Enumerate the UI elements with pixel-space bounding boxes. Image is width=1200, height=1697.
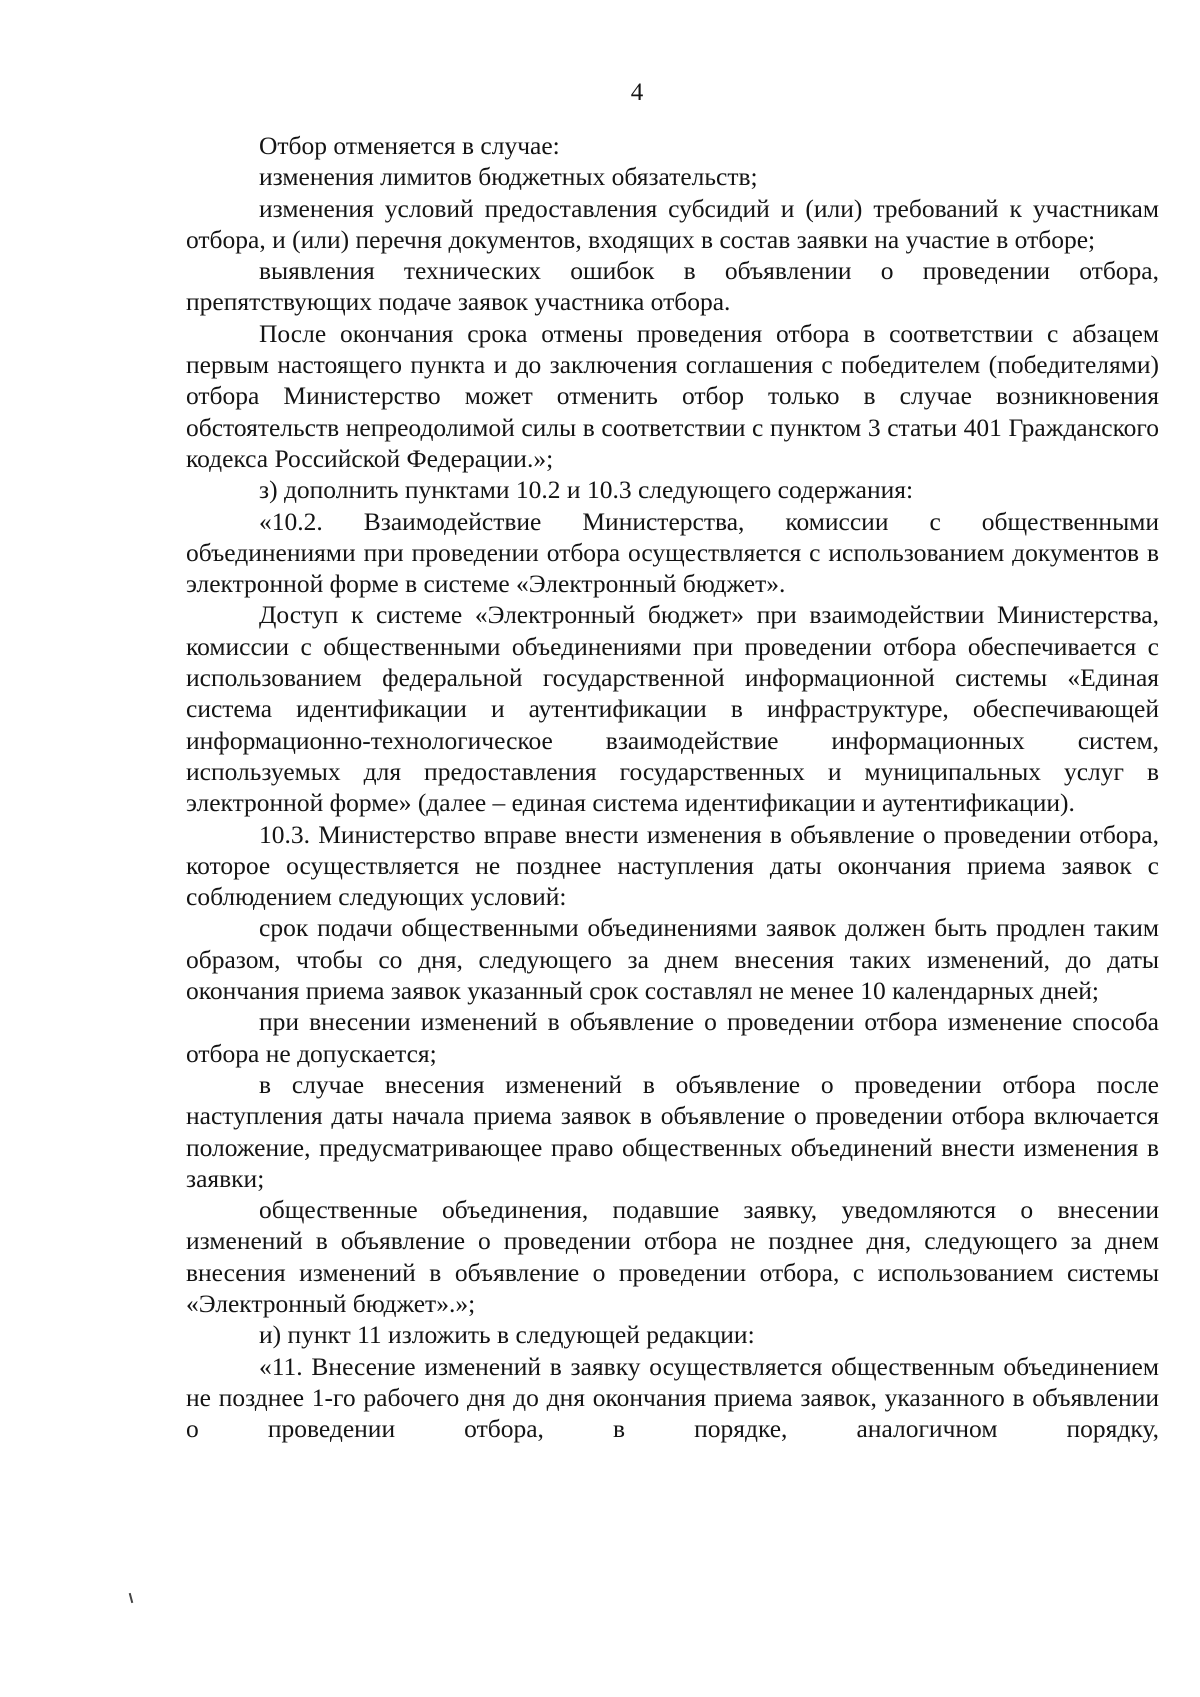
scan-artifact (129, 1593, 134, 1603)
paragraph: «10.2. Взаимодействие Министерства, комиссии с общественными объединениями при проведении отбора осуществляется с использованием документов в электронной форме в системе «Электронный бюджет». (186, 506, 1159, 599)
paragraph: 10.3. Министерство вправе внести изменения в объявление о проведении отбора, которое осуществляется не позднее наступления даты окончания приема заявок с соблюдением следующих условий: (186, 819, 1159, 912)
page-number: 4 (630, 79, 644, 106)
paragraph: общественные объединения, подавшие заявку, уведомляются о внесении изменений в объявление о проведении отбора не позднее дня, следующего за днем внесения изменений в объявление о проведении отбора, с использованием системы «Электронный бюджет».»; (186, 1195, 1159, 1318)
paragraph: и) пункт 11 изложить в следующей редакции: (259, 1320, 755, 1350)
paragraph: з) дополнить пунктами 10.2 и 10.3 следующего содержания: (259, 475, 914, 505)
paragraph: в случае внесения изменений в объявление о проведении отбора после наступления даты начала приема заявок в объявление о проведении отбора включается положение, предусматривающее право общественных объединений внести изменения в заявки; (186, 1069, 1159, 1193)
paragraph: срок подачи общественными объединениями заявок должен быть продлен таким образом, чтобы со дня, следующего за днем внесения таких изменений, до даты окончания приема заявок указанный срок составлял не менее 10 календарных дней; (186, 913, 1159, 1006)
paragraph: Доступ к системе «Электронный бюджет» при взаимодействии Министерства, комиссии с общественными объединениями при проведении отбора обеспечивается с использованием федеральной государственной информационной системы «Единая система идентификации и аутентификации в инфраструктуре, обеспечивающей информационно-технологическое взаимодействие информационных систем, используемых для предоставления государственных и муниципальных услуг в электронной форме» (далее – единая система идентификации и аутентификации). (186, 600, 1159, 818)
paragraph: «11. Внесение изменений в заявку осуществляется общественным объединением не позднее 1-го рабочего дня до дня окончания приема заявок, указанного в объявлении о проведении отбора, в порядке, аналогичном порядку, (186, 1351, 1159, 1444)
paragraph: После окончания срока отмены проведения отбора в соответствии с абзацем первым настоящего пункта и до заключения соглашения с победителем (победителями) отбора Министерство может отменить отбор только в случае возникновения обстоятельств непреодолимой силы в соответствии с пунктом 3 статьи 401 Гражданского кодекса Российской Федерации.»; (186, 318, 1159, 473)
document-body (186, 130, 1159, 1444)
paragraph: при внесении изменений в объявление о проведении отбора изменение способа отбора не допускается; (186, 1007, 1159, 1068)
paragraph: выявления технических ошибок в объявлении о проведении отбора, препятствующих подаче заявок участника отбора. (186, 256, 1159, 317)
paragraph: изменения условий предоставления субсидий и (или) требований к участникам отбора, и (или) перечня документов, входящих в состав заявки на участие в отборе; (186, 193, 1159, 254)
paragraph: изменения лимитов бюджетных обязательств; (259, 162, 758, 192)
paragraph: Отбор отменяется в случае: (259, 131, 560, 160)
